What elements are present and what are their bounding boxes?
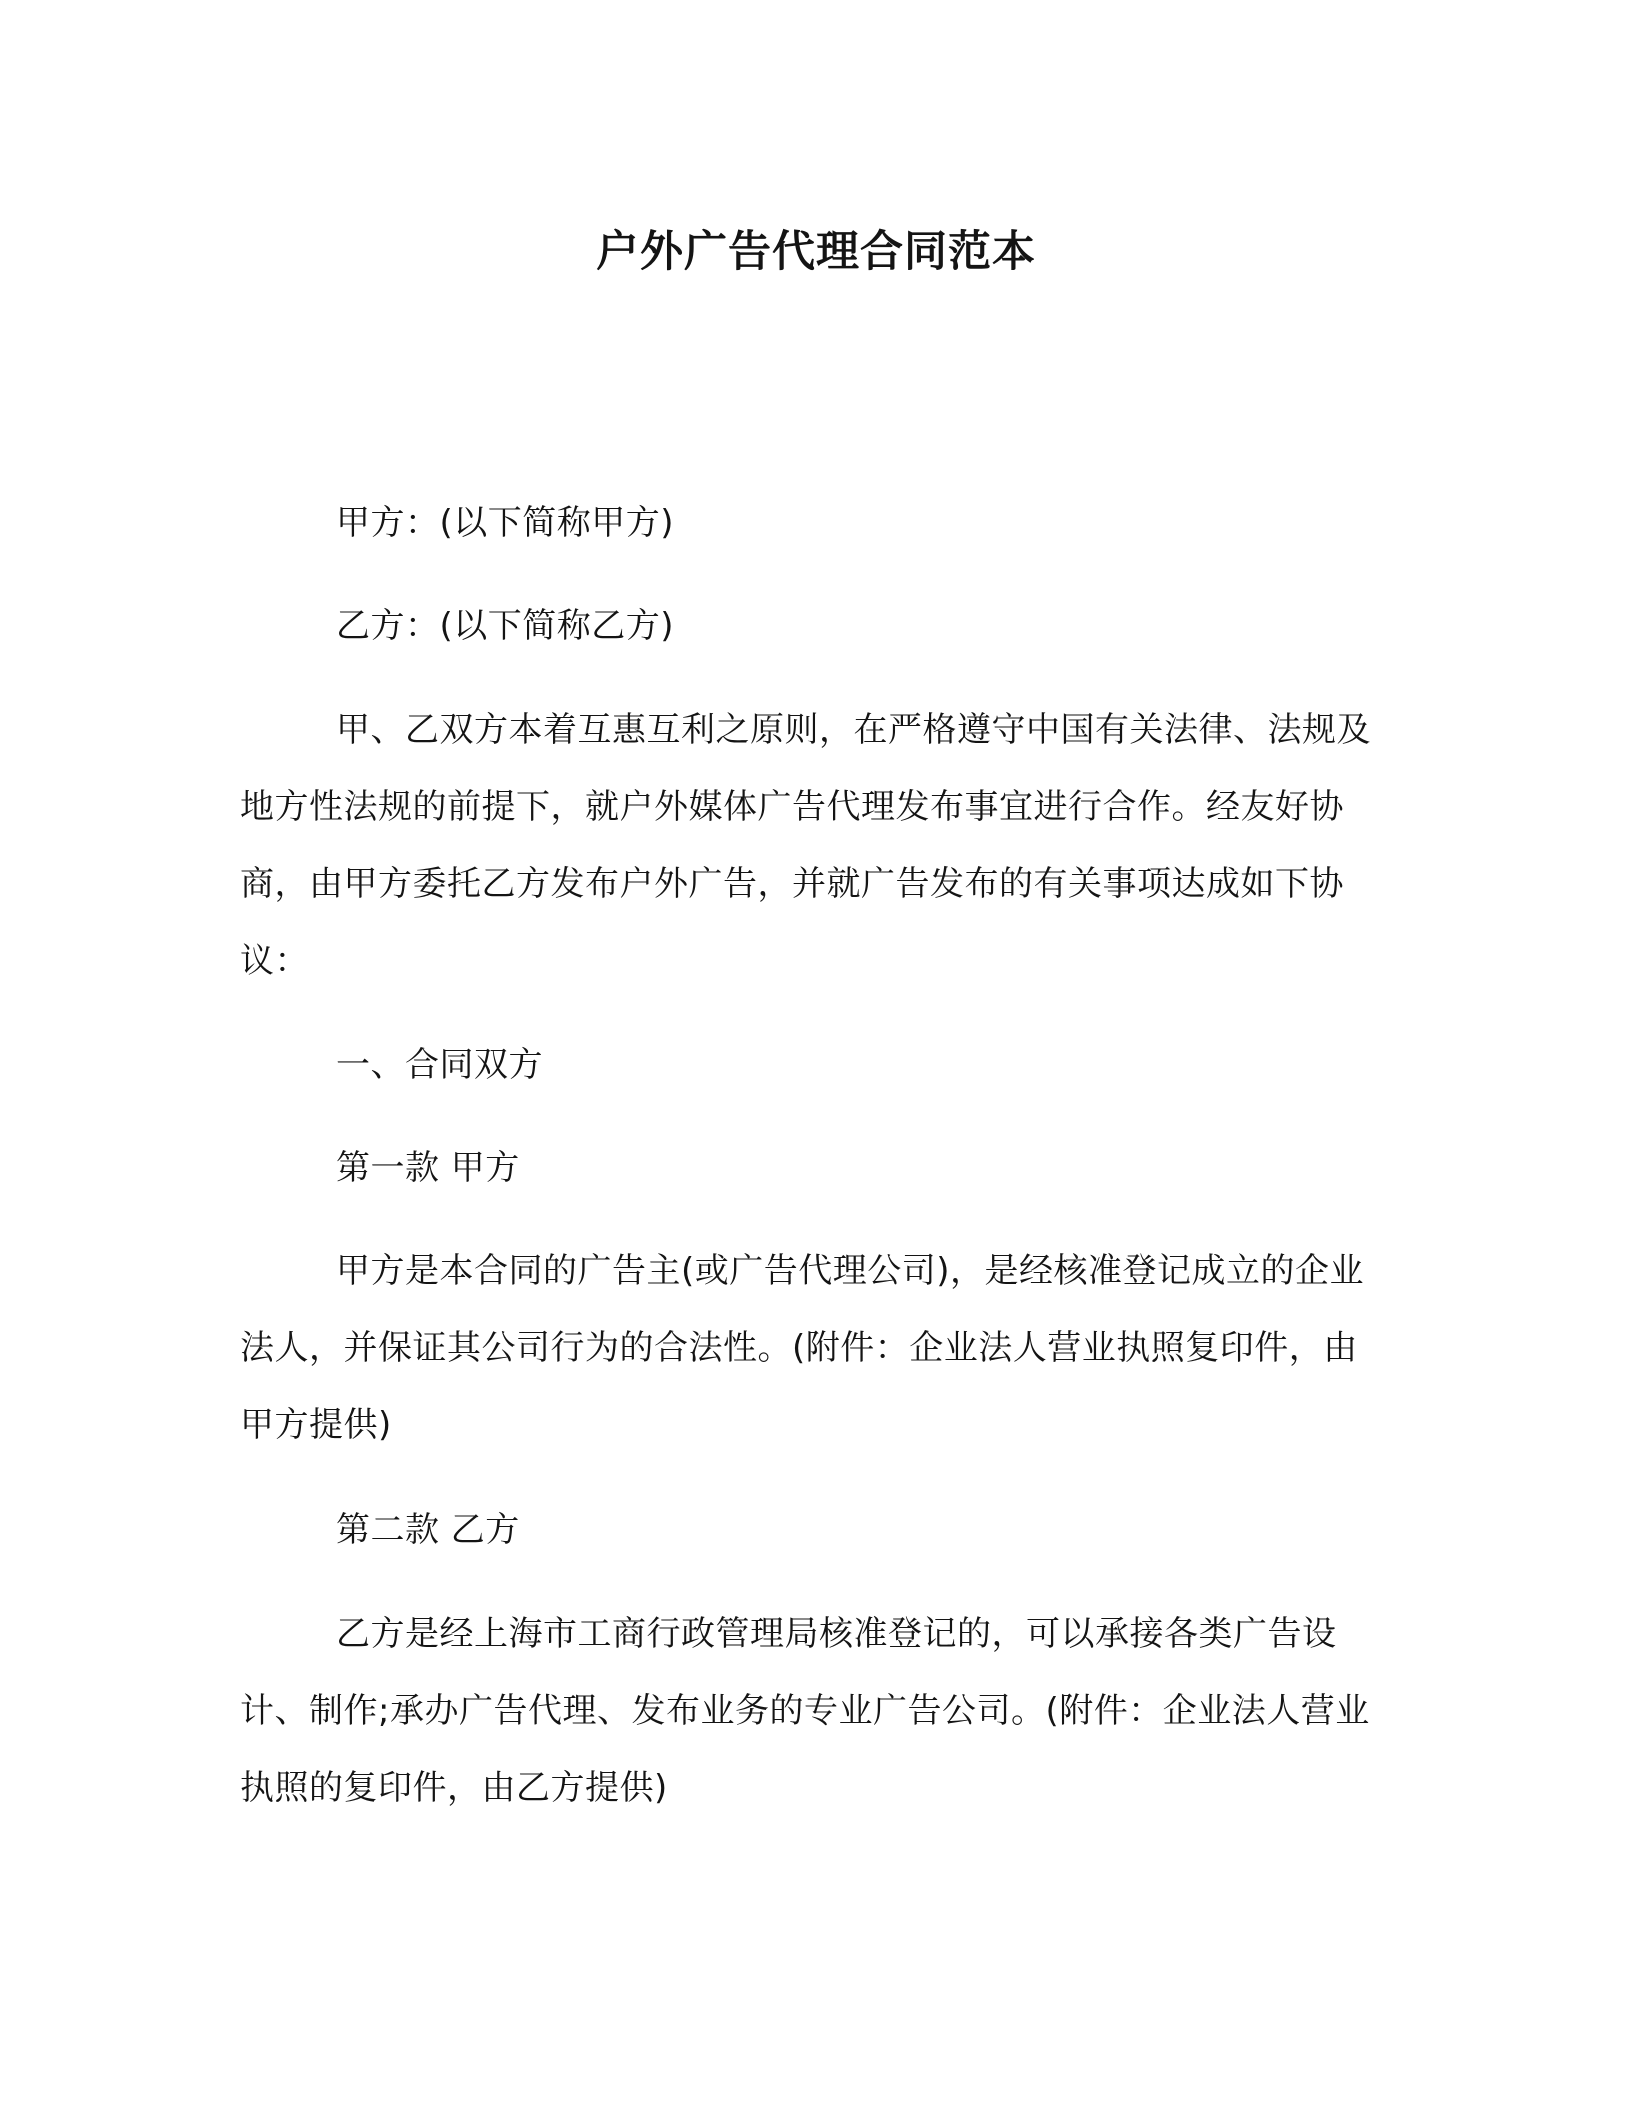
clause-heading-2: 第二款 乙方 — [336, 1510, 520, 1550]
clause-heading-1: 第一款 甲方 — [336, 1148, 520, 1188]
section-heading-1: 一、合同双方 — [336, 1045, 543, 1085]
party-b-line: 乙方：(以下简称乙方) — [336, 606, 675, 646]
party-a-line: 甲方：(以下简称甲方) — [336, 503, 675, 543]
clause-1-paragraph: 甲方是本合同的广告主(或广告代理公司)，是经核准登记成立的企业法人，并保证其公司行为的合法性。(附件：企业法人营业执照复印件，由甲方提供) — [240, 1251, 1365, 1445]
intro-paragraph: 甲、乙双方本着互惠互利之原则，在严格遵守中国有关法律、法规及地方性法规的前提下，就户外媒体广告代理发布事宜进行合作。经友好协商，由甲方委托乙方发布户外广告，并就广告发布的有关事项达成如下协议： — [240, 710, 1371, 981]
clause-2-paragraph: 乙方是经上海市工商行政管理局核准登记的，可以承接各类广告设计、制作;承办广告代理、发布业务的专业广告公司。(附件：企业法人营业执照的复印件，由乙方提供) — [240, 1614, 1370, 1808]
document-title: 户外广告代理合同范本 — [596, 227, 1036, 277]
